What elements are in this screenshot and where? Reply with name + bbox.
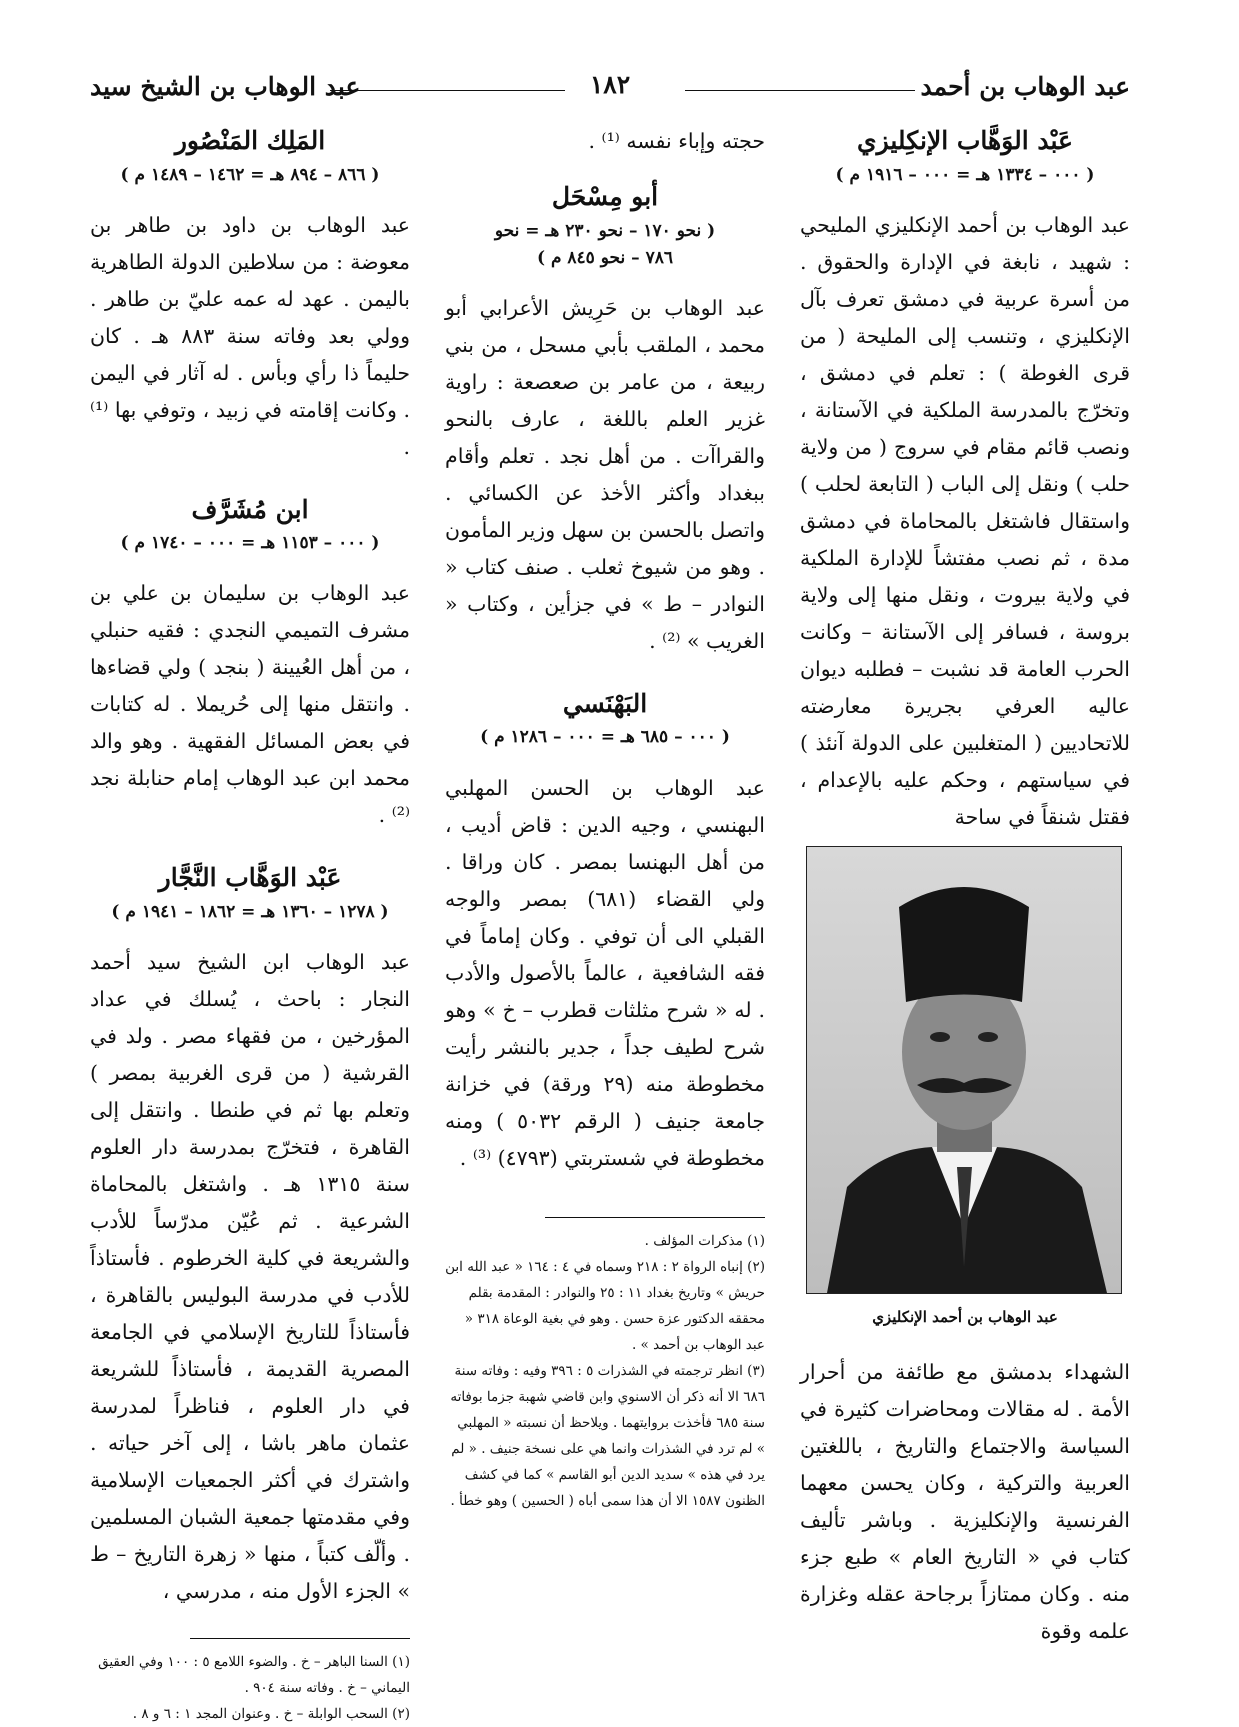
entry-dates: ( ٠٠٠ – ١١٥٣ هـ = ٠٠٠ – ١٧٤٠ م ) [120,533,380,554]
entry-title: عَبْد الوَهَّاب النَّجَّار [158,863,342,893]
entry-dates: ( ٠٠٠ – ٦٨٥ هـ = ٠٠٠ – ١٢٨٦ م ) [480,727,730,748]
entry-dates: ( نحو ١٧٠ – نحو ٢٣٠ هـ = نحو [494,220,716,241]
entry-dates: ( ٠٠٠ – ١٣٣٤ هـ = ٠٠٠ – ١٩١٦ م ) [835,164,1095,185]
continued-text: حجته وإباء نفسه ⁽¹⁾ . [588,129,765,153]
entry-body-continued: الشهداء بدمشق مع طائفة من أحرار الأمة . له مقالات ومحاضرات كثيرة في السياسة والاجتماع والتاريخ ، باللغتين العربية والتركية ، وكان يحسن معهما الفرنسية والإنكليزية . وباشر تأليف كتاب في « التاريخ العام » طبع جزء منه . وكان ممتازاً برجاحة عقله وغزارة علمه وقوة [800,1359,1130,1643]
footnote-rule [190,1638,410,1639]
footnote-rule [545,1217,765,1218]
entry-body: عبد الوهاب بن حَرِيش الأعرابي أبو محمد ، الملقب بأبي مسحل ، من بني ربيعة ، من عامر بن صعصعة : راوية غزير العلم باللغة ، عارف بالنحو والقراآت . من أهل نجد . تعلم وأقام ببغداد وأكثر الأخذ عن الكسائي . واتصل بالحسن بن سهل وزير المأمون . وهو من شيوخ ثعلب . صنف كتاب « النوادر – ط » في جزأين ، وكتاب « الغريب » ⁽²⁾ . [445,295,765,653]
header-left-headword: عبد الوهاب بن الشيخ سيد [90,72,361,101]
entry-title: أبو مِسْحَل [551,182,659,211]
entry-title: المَلِك المَنْصُور [174,126,326,155]
entry-body: عبد الوهاب بن سليمان بن علي بن مشرف التميمي النجدي : فقيه حنبلي ، من أهل العُيينة ( بنجد ) ولي قضاءها . وانتقل منها إلى حُريملا . له كتابات في بعض المسائل الفقهية . وهو والد محمد ابن عبد الوهاب إمام حنابلة نجد ⁽²⁾ . [90,581,410,828]
footnote: (٣) انظر ترجمته في الشذرات ٥ : ٣٩٦ وفيه : وفاته سنة ٦٨٦ الا أنه ذكر أن الاسنوي وابن قاضي شهبة جزما بوفاته سنة ٦٨٥ فأخذت بروايتهما . ويلاحظ أن نسبته « المهلبي » لم ترد في الشذرات وانما هي على نسخة جنيف . « لم يرد في هذه » سديد الدين أبو القاسم » كما في كشف الظنون ١٥٨٧ الا أن هذا سمى أباه ( الحسين ) وهو خطأ . [450,1362,765,1509]
entry-dates: ( ٨٦٦ – ٨٩٤ هـ = ١٤٦٢ – ١٤٨٩ م ) [120,164,380,185]
entry-body: عبد الوهاب بن داود بن طاهر بن معوضة : من سلاطين الدولة الطاهرية باليمن . عهد له عمه عليّ بن طاهر . وولي بعد وفاته سنة ٨٨٣ هـ . كان حليماً ذا رأي وبأس . له آثار في اليمن . وكانت إقامته في زبيد ، وتوفي بها ⁽¹⁾ . [90,212,410,459]
footnote: (١) مذكرات المؤلف . [644,1232,765,1249]
entry-body: عبد الوهاب بن أحمد الإنكليزي المليحي : شهيد ، نابغة في الإدارة والحقوق . من أسرة عربية في دمشق تعرف بآل الإنكليزي ، وتنسب إلى المليحة ( من قرى الغوطة ) : تعلم في دمشق ، وتخرّج بالمدرسة الملكية في الآستانة ، ونصب قائم مقام في سروج ( من ولاية حلب ) ونقل إلى الباب ( التابعة لحلب ) واستقال فاشتغل بالمحاماة في دمشق مدة ، ثم نصب مفتشاً للإدارة الملكية في ولاية بيروت ، ونقل منها إلى ولاية بروسة ، فسافر إلى الآستانة – وكانت الحرب العامة قد نشبت – فطلبه ديوان عاليه العرفي بجريرة معارضته للاتحاديين ( المتغلبين على الدولة آنئذ ) في سياستهم ، وحكم عليه بالإعدام ، فقتل شنقاً في ساحة [800,212,1130,829]
entry-dates-cont: ٧٨٦ – نحو ٨٤٥ م ) [537,247,673,268]
column-right [800,125,1130,1650]
column-left [90,125,410,1727]
entry-body: عبد الوهاب ابن الشيخ سيد أحمد النجار : باحث ، يُسلك في عداد المؤرخين ، من فقهاء مصر . ولد في القرشية ( من قرى الغربية بمصر ) وتعلم بها ثم في طنطا . وانتقل إلى القاهرة ، فتخرّج بمدرسة دار العلوم سنة ١٣١٥ هـ . واشتغل بالمحاماة الشرعية . ثم عُيّن مدرّساً للأدب والشريعة في كلية الخرطوم . فأستاذاً للأدب في مدرسة البوليس بالقاهرة ، فأستاذاً للتاريخ الإسلامي في الجامعة المصرية القديمة ، فأستاذاً للشريعة في دار العلوم ، فناظراً لمدرسة عثمان ماهر باشا ، إلى آخر حياته . واشترك في أكثر الجمعيات الإسلامية وفي مقدمتها جمعية الشبان المسلمين . وألّف كتباً ، منها « زهرة التاريخ – ط » الجزء الأول منه ، مدرسي ، [90,950,410,1604]
entry-title: ابن مُشَرَّف [191,494,309,524]
portrait-photo [806,846,1122,1294]
footnote: (٢) السحب الوابلة – خ . وعنوان المجد ١ : ٦ و ٨ . [132,1706,410,1723]
column-middle [445,125,765,1514]
header-right-headword: عبد الوهاب بن أحمد [920,72,1130,101]
footnote: (١) السنا الباهر – خ . والضوء اللامع ٥ : ١٠٠ وفي العقيق اليماني – خ . وفاته سنة ٩٠٤ . [98,1654,410,1697]
entry-body: عبد الوهاب بن الحسن المهلبي البهنسي ، وجيه الدين : قاض أديب ، من أهل البهنسا بمصر . كان وراقا . ولي القضاء (٦٨١) بمصر والوجه القبلي الى أن توفي . وكان إماماً في فقه الشافعية ، عالماً بالأصول والأدب . له « شرح مثلثات قطرب – خ » وهو شرح لطيف جداً ، جدير بالنشر رأيت مخطوطة منه (٢٩ ورقة) في خزانة جامعة جنيف ( الرقم ٥٠٣٢ ) ومنه مخطوطة في شستربتي (٤٧٩٣) ⁽³⁾ . [445,775,765,1170]
portrait-image [807,847,1121,1293]
photo-caption: عبد الوهاب بن أحمد الإنكليزي [872,1307,1058,1326]
header-rule-left [330,90,565,91]
page-number: ١٨٢ [589,70,631,99]
entry-dates: ( ١٢٧٨ – ١٣٦٠ هـ = ١٨٦٢ – ١٩٤١ م ) [111,901,389,922]
entry-title: البَهْنَسي [562,688,648,718]
running-header [90,70,1130,110]
entry-title: عَبْد الوَهَّاب الإنكِليزي [857,126,1073,155]
footnote: (٢) إنباه الرواة ٢ : ٢١٨ وسماه في ٤ : ١٦٤ « عبد الله ابن حريش » وتاريخ بغداد ١١ : ٢٥ والنوادر : المقدمة بقلم محققه الدكتور عزة حسن . وهو في بغية الوعاة ٣١٨ « عبد الوهاب بن أحمد » . [445,1258,765,1353]
